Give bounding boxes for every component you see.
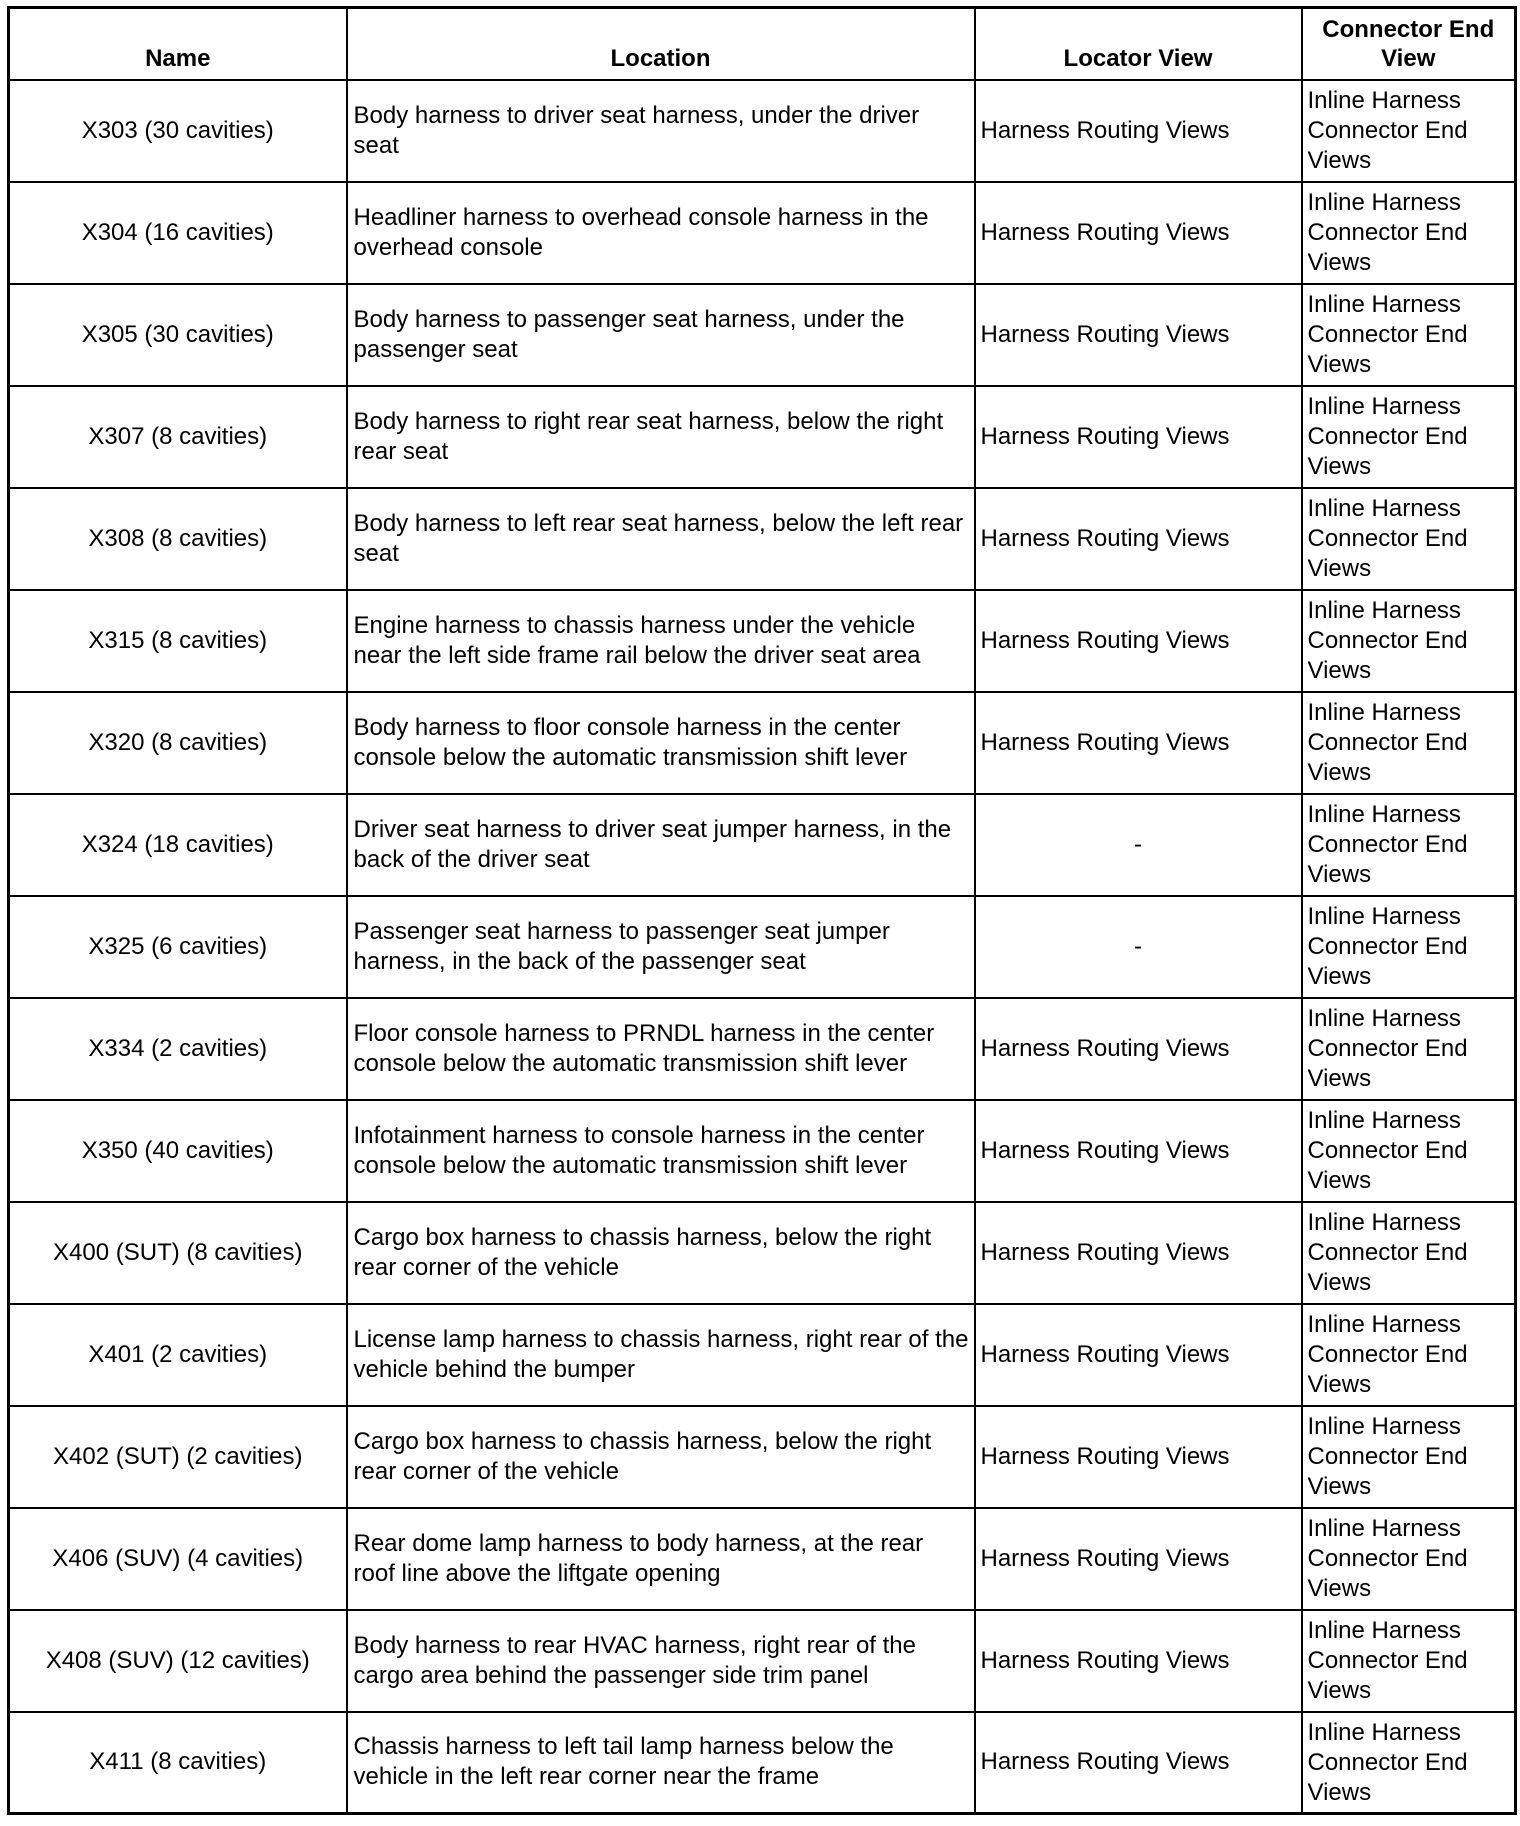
header-connector-end-view: Connector End View bbox=[1302, 8, 1516, 80]
connector-name-cell: X320 (8 cavities) bbox=[9, 692, 347, 794]
location-cell: Body harness to right rear seat harness, below the right rear seat bbox=[347, 386, 975, 488]
connector-name-cell: X305 (30 cavities) bbox=[9, 284, 347, 386]
location-cell: Chassis harness to left tail lamp harness below the vehicle in the left rear corner near the frame bbox=[347, 1712, 975, 1814]
table-row bbox=[9, 80, 1516, 182]
locator-view-link[interactable]: Harness Routing Views bbox=[975, 1610, 1302, 1712]
locator-view-link[interactable]: Harness Routing Views bbox=[975, 1100, 1302, 1202]
table-row bbox=[9, 998, 1516, 1100]
connector-end-view-link[interactable]: Inline Harness Connector End Views bbox=[1302, 590, 1516, 692]
connector-name-cell: X402 (SUT) (2 cavities) bbox=[9, 1406, 347, 1508]
connector-end-view-link[interactable]: Inline Harness Connector End Views bbox=[1302, 1304, 1516, 1406]
locator-view-link[interactable]: Harness Routing Views bbox=[975, 284, 1302, 386]
location-cell: Body harness to left rear seat harness, below the left rear seat bbox=[347, 488, 975, 590]
locator-view-link[interactable]: Harness Routing Views bbox=[975, 80, 1302, 182]
connector-name-cell: X350 (40 cavities) bbox=[9, 1100, 347, 1202]
location-cell: Floor console harness to PRNDL harness in the center console below the automatic transmission shift lever bbox=[347, 998, 975, 1100]
connector-name-cell: X304 (16 cavities) bbox=[9, 182, 347, 284]
locator-view-link[interactable]: Harness Routing Views bbox=[975, 1304, 1302, 1406]
connector-end-view-link[interactable]: Inline Harness Connector End Views bbox=[1302, 1202, 1516, 1304]
connector-name-cell: X307 (8 cavities) bbox=[9, 386, 347, 488]
header-locator-view: Locator View bbox=[975, 8, 1302, 80]
connector-end-view-link[interactable]: Inline Harness Connector End Views bbox=[1302, 488, 1516, 590]
locator-view-link[interactable]: Harness Routing Views bbox=[975, 1202, 1302, 1304]
location-cell: Headliner harness to overhead console harness in the overhead console bbox=[347, 182, 975, 284]
connector-name-cell: X408 (SUV) (12 cavities) bbox=[9, 1610, 347, 1712]
table-row bbox=[9, 1712, 1516, 1814]
table-row bbox=[9, 284, 1516, 386]
location-cell: Infotainment harness to console harness in the center console below the automatic transmission shift lever bbox=[347, 1100, 975, 1202]
location-cell: Body harness to floor console harness in the center console below the automatic transmission shift lever bbox=[347, 692, 975, 794]
location-cell: License lamp harness to chassis harness, right rear of the vehicle behind the bumper bbox=[347, 1304, 975, 1406]
locator-view-link[interactable]: Harness Routing Views bbox=[975, 1712, 1302, 1814]
locator-view-link[interactable]: Harness Routing Views bbox=[975, 1406, 1302, 1508]
locator-view-link[interactable]: Harness Routing Views bbox=[975, 1508, 1302, 1610]
connector-end-view-link[interactable]: Inline Harness Connector End Views bbox=[1302, 1508, 1516, 1610]
connector-table-container bbox=[7, 6, 1514, 1815]
connector-end-view-link[interactable]: Inline Harness Connector End Views bbox=[1302, 998, 1516, 1100]
table-body bbox=[9, 80, 1516, 1814]
table-row bbox=[9, 488, 1516, 590]
table-row bbox=[9, 1508, 1516, 1610]
locator-view-cell: - bbox=[975, 896, 1302, 998]
table-row bbox=[9, 1304, 1516, 1406]
header-row bbox=[9, 8, 1516, 80]
connector-name-cell: X308 (8 cavities) bbox=[9, 488, 347, 590]
table-header bbox=[9, 8, 1516, 80]
connector-name-cell: X325 (6 cavities) bbox=[9, 896, 347, 998]
locator-view-link[interactable]: Harness Routing Views bbox=[975, 488, 1302, 590]
table-row bbox=[9, 896, 1516, 998]
table-row bbox=[9, 1406, 1516, 1508]
connector-name-cell: X334 (2 cavities) bbox=[9, 998, 347, 1100]
connector-name-cell: X400 (SUT) (8 cavities) bbox=[9, 1202, 347, 1304]
locator-view-link[interactable]: Harness Routing Views bbox=[975, 182, 1302, 284]
connector-end-view-link[interactable]: Inline Harness Connector End Views bbox=[1302, 1406, 1516, 1508]
location-cell: Cargo box harness to chassis harness, below the right rear corner of the vehicle bbox=[347, 1202, 975, 1304]
connector-end-view-link[interactable]: Inline Harness Connector End Views bbox=[1302, 182, 1516, 284]
locator-view-link[interactable]: Harness Routing Views bbox=[975, 692, 1302, 794]
connector-end-view-link[interactable]: Inline Harness Connector End Views bbox=[1302, 1610, 1516, 1712]
connector-name-cell: X406 (SUV) (4 cavities) bbox=[9, 1508, 347, 1610]
table-row bbox=[9, 590, 1516, 692]
table-row bbox=[9, 1610, 1516, 1712]
location-cell: Body harness to rear HVAC harness, right rear of the cargo area behind the passenger side trim panel bbox=[347, 1610, 975, 1712]
table-row bbox=[9, 1202, 1516, 1304]
location-cell: Rear dome lamp harness to body harness, at the rear roof line above the liftgate opening bbox=[347, 1508, 975, 1610]
table-row bbox=[9, 794, 1516, 896]
locator-view-cell: - bbox=[975, 794, 1302, 896]
location-cell: Driver seat harness to driver seat jumper harness, in the back of the driver seat bbox=[347, 794, 975, 896]
connector-name-cell: X401 (2 cavities) bbox=[9, 1304, 347, 1406]
location-cell: Passenger seat harness to passenger seat jumper harness, in the back of the passenger seat bbox=[347, 896, 975, 998]
table-row bbox=[9, 386, 1516, 488]
locator-view-link[interactable]: Harness Routing Views bbox=[975, 590, 1302, 692]
connector-end-view-link[interactable]: Inline Harness Connector End Views bbox=[1302, 896, 1516, 998]
connector-end-view-link[interactable]: Inline Harness Connector End Views bbox=[1302, 80, 1516, 182]
table-row bbox=[9, 1100, 1516, 1202]
connector-name-cell: X315 (8 cavities) bbox=[9, 590, 347, 692]
location-cell: Cargo box harness to chassis harness, below the right rear corner of the vehicle bbox=[347, 1406, 975, 1508]
inline-connector-table bbox=[7, 6, 1517, 1815]
connector-end-view-link[interactable]: Inline Harness Connector End Views bbox=[1302, 386, 1516, 488]
locator-view-link[interactable]: Harness Routing Views bbox=[975, 998, 1302, 1100]
locator-view-link[interactable]: Harness Routing Views bbox=[975, 386, 1302, 488]
connector-name-cell: X303 (30 cavities) bbox=[9, 80, 347, 182]
connector-end-view-link[interactable]: Inline Harness Connector End Views bbox=[1302, 692, 1516, 794]
connector-end-view-link[interactable]: Inline Harness Connector End Views bbox=[1302, 1712, 1516, 1814]
connector-name-cell: X411 (8 cavities) bbox=[9, 1712, 347, 1814]
connector-end-view-link[interactable]: Inline Harness Connector End Views bbox=[1302, 284, 1516, 386]
location-cell: Body harness to passenger seat harness, under the passenger seat bbox=[347, 284, 975, 386]
location-cell: Body harness to driver seat harness, under the driver seat bbox=[347, 80, 975, 182]
header-location: Location bbox=[347, 8, 975, 80]
location-cell: Engine harness to chassis harness under the vehicle near the left side frame rail below the driver seat area bbox=[347, 590, 975, 692]
header-name: Name bbox=[9, 8, 347, 80]
table-row bbox=[9, 692, 1516, 794]
table-row bbox=[9, 182, 1516, 284]
connector-end-view-link[interactable]: Inline Harness Connector End Views bbox=[1302, 1100, 1516, 1202]
connector-name-cell: X324 (18 cavities) bbox=[9, 794, 347, 896]
connector-end-view-link[interactable]: Inline Harness Connector End Views bbox=[1302, 794, 1516, 896]
